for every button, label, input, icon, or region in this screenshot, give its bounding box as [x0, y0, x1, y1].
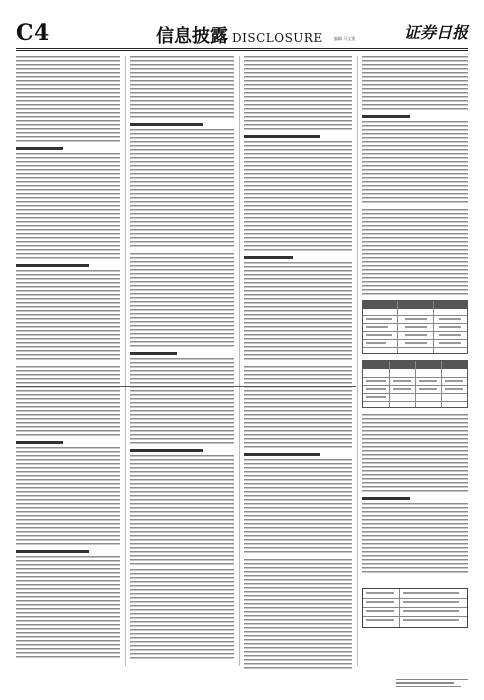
section-title	[156, 22, 323, 48]
section-title-cn: 信息披露	[156, 26, 228, 47]
newspaper-logo: 证券日报	[403, 23, 468, 42]
table-row	[363, 331, 467, 332]
footer-note	[396, 679, 468, 690]
financial-table-2	[362, 360, 468, 408]
table-cell	[366, 619, 394, 621]
column-2	[130, 56, 234, 666]
table-cell	[366, 342, 386, 344]
column-3	[244, 56, 352, 666]
table-cell	[405, 326, 427, 328]
text-lines	[16, 366, 120, 438]
column-4	[362, 56, 468, 666]
text-lines	[362, 209, 468, 297]
subheading	[16, 441, 63, 444]
table-cell	[366, 396, 386, 398]
text-lines	[244, 459, 352, 555]
table-cell	[366, 334, 392, 336]
text-lines	[362, 56, 468, 112]
masthead	[16, 20, 468, 46]
text-block	[130, 56, 234, 661]
text-lines	[362, 414, 468, 494]
table-row	[363, 598, 467, 599]
text-lines	[244, 559, 352, 671]
table-cell	[445, 380, 463, 382]
column-divider	[239, 56, 240, 666]
text-block	[362, 56, 468, 297]
table-cell	[393, 380, 411, 382]
table-cell	[405, 342, 427, 344]
table-cell	[366, 318, 392, 320]
table-cell	[403, 592, 459, 594]
text-lines	[130, 129, 234, 249]
text-lines	[130, 358, 234, 446]
subheading	[244, 256, 293, 259]
text-block	[16, 56, 120, 660]
table-cell	[439, 334, 461, 336]
table-column-divider	[441, 361, 442, 407]
article-separator	[16, 386, 356, 387]
text-lines	[362, 503, 468, 575]
table-cell	[439, 326, 461, 328]
masthead-rule-thin	[16, 50, 468, 51]
column-1	[16, 56, 120, 666]
table-cell	[393, 388, 411, 390]
table-cell	[405, 318, 427, 320]
text-lines	[16, 447, 120, 547]
table-cell	[419, 380, 437, 382]
table-row	[363, 315, 467, 316]
table-row	[363, 607, 467, 608]
table-cell	[366, 380, 386, 382]
text-lines	[244, 141, 352, 253]
table-cell	[366, 388, 386, 390]
column-divider	[125, 56, 126, 666]
article-columns	[16, 56, 468, 666]
table-row	[363, 347, 467, 348]
table-cell	[403, 601, 459, 603]
page-code: C4	[16, 20, 50, 46]
table-row	[363, 339, 467, 340]
table-row	[363, 616, 467, 617]
masthead-rule	[16, 48, 468, 49]
table-column-divider	[399, 589, 400, 627]
table-cell	[366, 601, 394, 603]
table-cell	[366, 592, 394, 594]
section-title-en: DISCLOSURE	[232, 31, 323, 45]
table-cell	[366, 610, 394, 612]
subheading	[130, 352, 177, 355]
text-lines	[16, 56, 120, 144]
table-cell	[439, 342, 461, 344]
text-block	[244, 56, 352, 671]
text-lines	[362, 121, 468, 205]
table-cell	[403, 610, 459, 612]
text-lines	[130, 253, 234, 349]
table-header	[363, 301, 467, 309]
text-lines	[16, 153, 120, 261]
text-lines	[130, 455, 234, 565]
table-column-divider	[433, 301, 434, 353]
column-divider	[357, 56, 358, 666]
table-row	[363, 323, 467, 324]
text-lines	[130, 56, 234, 120]
text-lines	[16, 556, 120, 660]
text-lines	[244, 366, 352, 450]
subheading	[130, 449, 203, 452]
table-column-divider	[389, 361, 390, 407]
table-cell	[366, 326, 388, 328]
editor-meta: 编辑 马文重	[334, 36, 356, 41]
subheading	[244, 135, 320, 138]
table-column-divider	[397, 301, 398, 353]
company-info-box	[362, 588, 468, 628]
table-cell	[403, 619, 459, 621]
subheading	[362, 115, 410, 118]
text-lines	[244, 56, 352, 132]
text-lines	[130, 569, 234, 661]
table-cell	[419, 388, 437, 390]
subheading	[130, 123, 203, 126]
subheading	[16, 147, 63, 150]
table-column-divider	[415, 361, 416, 407]
table-cell	[405, 334, 427, 336]
subheading	[244, 453, 320, 456]
subheading	[362, 497, 410, 500]
subheading	[16, 550, 89, 553]
text-lines	[244, 262, 352, 362]
table-cell	[439, 318, 461, 320]
table-cell	[445, 388, 463, 390]
text-lines	[16, 270, 120, 362]
subheading	[16, 264, 89, 267]
financial-table-1	[362, 300, 468, 354]
text-block	[362, 414, 468, 575]
